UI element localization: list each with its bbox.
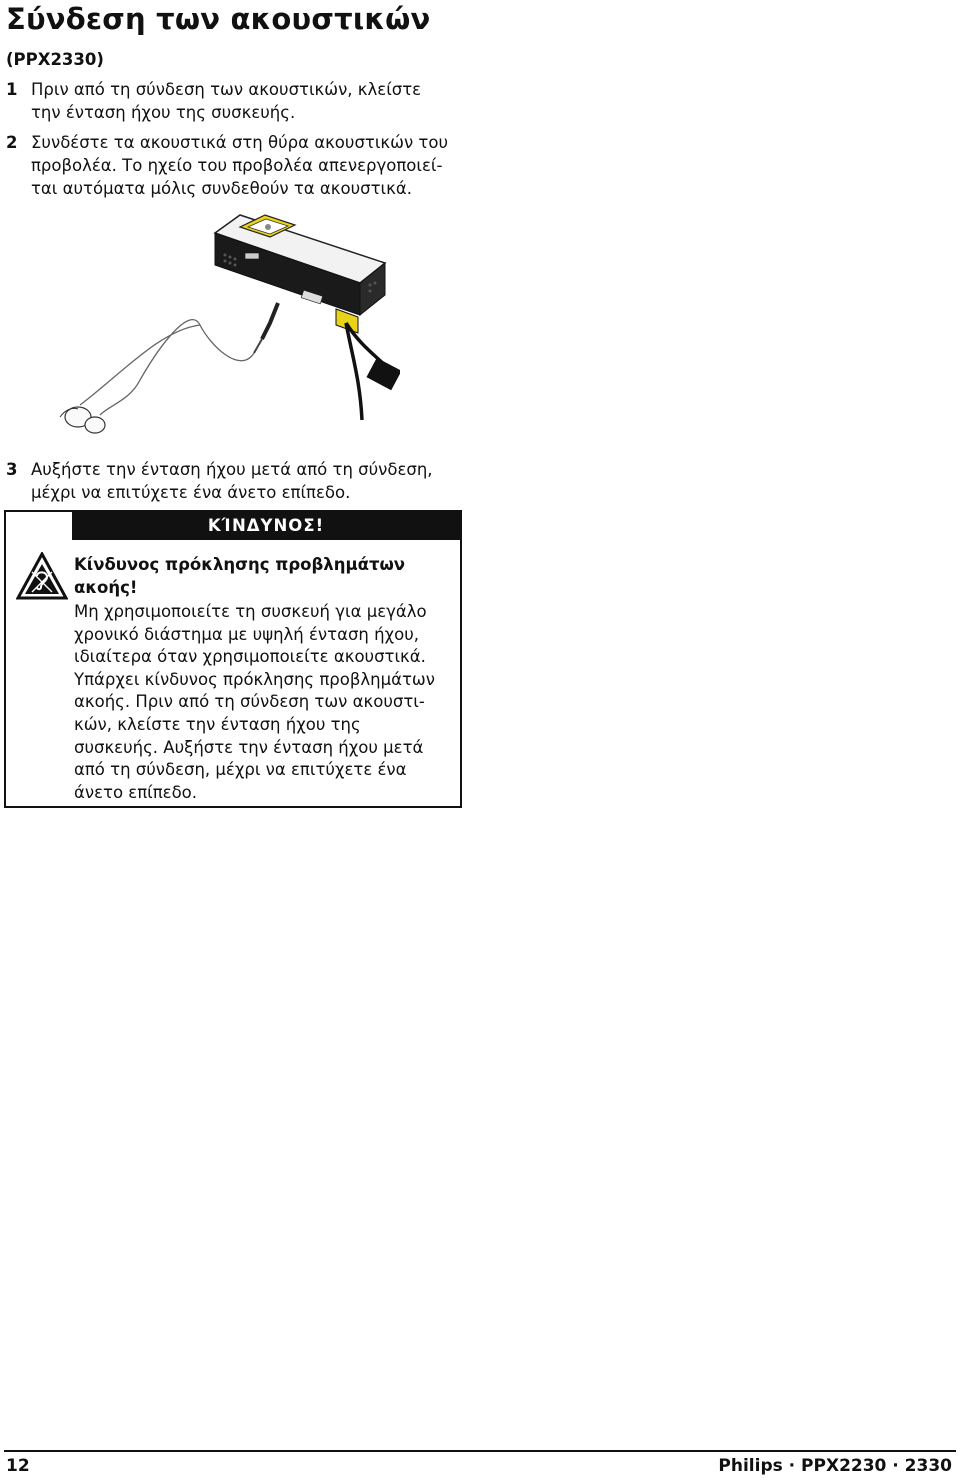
step-line: την ένταση ήχου της συσκευής. — [31, 103, 296, 122]
step-text — [6, 78, 466, 124]
warning-body-line: χρονικό διάστημα με υψηλή ένταση ήχου, — [74, 624, 419, 644]
step-line: Πριν από τη σύνδεση των ακουστικών, κλείστε — [31, 80, 422, 99]
warning-heading — [74, 553, 454, 599]
warning-body-line: κών, κλείστε την ένταση ήχου της — [74, 714, 361, 734]
warning-body — [74, 601, 454, 804]
danger-warning-box — [4, 510, 462, 808]
warning-body-line: Μη χρησιμοποιείτε τη συσκευή για μεγάλο — [74, 602, 427, 621]
warning-body-line: ιδιαίτερα όταν χρησιμοποιείτε ακουστικά. — [74, 647, 426, 667]
projector-with-earphones-illustration — [40, 205, 400, 445]
step-number: 2 — [6, 133, 18, 152]
danger-label: ΚΊΝΔΥΝΟΣ! — [72, 512, 460, 540]
warning-body-line: άνετο επίπεδο. — [74, 782, 198, 802]
step-line: ται αυτόματα μόλις συνδεθούν τα ακουστικά. — [31, 179, 412, 198]
step-number: 3 — [6, 460, 18, 479]
step-number: 1 — [6, 80, 18, 99]
page-title: Σύνδεση των ακουστικών — [6, 2, 431, 36]
step-line: Συνδέστε τα ακουστικά στη θύρα ακουστικών του — [31, 133, 449, 152]
step-3 — [6, 458, 466, 504]
footer-product: Philips · PPX2230 · 2330 — [718, 1456, 952, 1476]
step-line: μέχρι να επιτύχετε ένα άνετο επίπεδο. — [31, 483, 351, 502]
footer-divider — [4, 1450, 956, 1452]
step-line: Αυξήστε την ένταση ήχου μετά από τη σύνδεση, — [31, 460, 433, 479]
step-line: προβολέα. Το ηχείο του προβολέα απενεργοποιεί- — [31, 156, 443, 175]
step-text — [6, 131, 466, 200]
warning-body-line: από τη σύνδεση, μέχρι να επιτύχετε ένα — [74, 760, 407, 780]
warning-body-line: ακοής. Πριν από τη σύνδεση των ακουστι- — [74, 692, 425, 712]
step-2 — [6, 131, 466, 200]
step-1 — [6, 78, 466, 124]
hearing-damage-warning-icon — [16, 552, 68, 600]
warning-heading-line: Κίνδυνος πρόκλησης προβλημάτων — [74, 555, 406, 574]
page-number: 12 — [6, 1456, 30, 1476]
warning-body-line: Υπάρχει κίνδυνος πρόκλησης προβλημάτων — [74, 669, 435, 689]
warning-body-line: συσκευής. Αυξήστε την ένταση ήχου μετά — [74, 737, 424, 757]
step-text — [6, 458, 466, 504]
model-tag: (PPX2330) — [6, 50, 104, 69]
warning-heading-line: ακοής! — [74, 578, 138, 597]
